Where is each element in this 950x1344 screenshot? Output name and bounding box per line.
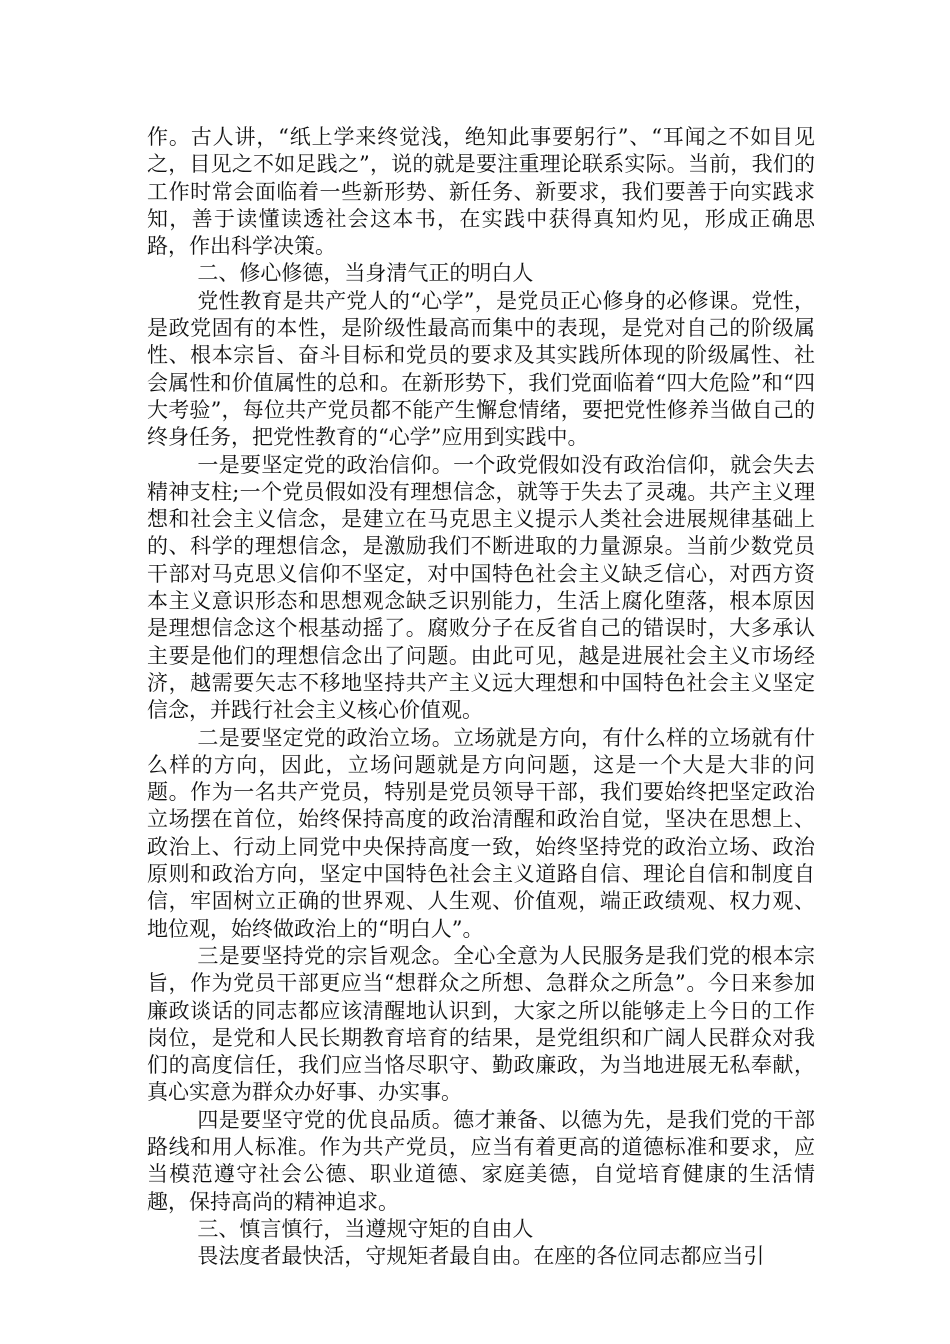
paragraph-purpose-concept: 三是要坚持党的宗旨观念。全心全意为人民服务是我们党的根本宗旨，作为党员干部更应当“想群众之所想、急群众之所急”。今日来参加廉政谈话的同志都应该清醒地认识到，大家之所以能够走上今日的工作岗位，是党和人民长期教育培育的结果，是党组织和广阔人民群众对我们的高度信任，我们应当恪尽职守、勤政廉政，为当地进展无私奉献，真心实意为群众办好事、办实事。 bbox=[147, 943, 815, 1105]
section-heading-2: 二、修心修德，当身清气正的明白人 bbox=[197, 261, 534, 286]
paragraph-fine-qualities: 四是要坚守党的优良品质。德才兼备、以德为先，是我们党的干部路线和用人标准。作为共产党员，应当有着更高的道德标准和要求，应当模范遵守社会公德、职业道德、家庭美德，自觉培育健康的生活情趣，保持高尚的精神追求。 bbox=[147, 1107, 815, 1214]
document-page bbox=[147, 124, 815, 1270]
paragraph-political-belief: 一是要坚定党的政治信仰。一个政党假如没有政治信仰，就会失去精神支柱;一个党员假如没有理想信念，就等于失去了灵魂。共产主义理想和社会主义信念，是建立在马克思主义提示人类社会进展规律基础上的、科学的理想信念，是激励我们不断进取的力量源泉。当前少数党员干部对马克思义信仰不坚定，对中国特色社会主义缺乏信心，对西方资本主义意识形态和思想观念缺乏识别能力，生活上腐化堕落，根本原因是理想信念这个根基动摇了。腐败分子在反省自己的错误时，大多承认主要是他们的理想信念出了问题。由此可见，越是进展社会主义市场经济，越需要矢志不移地坚持共产主义远大理想和中国特色社会主义坚定信念，并践行社会主义核心价值观。 bbox=[147, 452, 815, 723]
paragraph-political-stance: 二是要坚定党的政治立场。立场就是方向，有什么样的立场就有什么样的方向，因此，立场问题就是方向问题，这是一个大是大非的问题。作为一名共产党员，特别是党员领导干部，我们要始终把坚定政治立场摆在首位，始终保持高度的政治清醒和政治自觉，坚决在思想上、政治上、行动上同党中央保持高度一致，始终坚持党的政治立场、政治原则和政治方向，坚定中国特色社会主义道路自信、理论自信和制度自信，牢固树立正确的世界观、人生观、价值观，端正政绩观、权力观、地位观，始终做政治上的“明白人”。 bbox=[147, 725, 815, 941]
paragraph-party-spirit: 党性教育是共产党人的“心学”，是党员正心修身的必修课。党性，是政党固有的本性，是阶级性最高而集中的表现，是党对自己的阶级属性、根本宗旨、奋斗目标和党员的要求及其实践所体现的阶级属性、社会属性和价值属性的总和。在新形势下，我们党面临着“四大危险”和“四大考验”，每位共产党员都不能产生懈怠情绪，要把党性修养当做自己的终身任务，把党性教育的“心学”应用到实践中。 bbox=[147, 288, 815, 450]
paragraph-rules-freedom: 畏法度者最快活，守规矩者最自由。在座的各位同志都应当引 bbox=[197, 1244, 765, 1269]
section-heading-3: 三、慎言慎行，当遵规守矩的自由人 bbox=[197, 1216, 534, 1241]
paragraph-continuation: 作。古人讲，“纸上学来终觉浅，绝知此事要躬行”、“耳闻之不如目见之，目见之不如足践之”，说的就是要注重理论联系实际。当前，我们的工作时常会面临着一些新形势、新任务、新要求，我们要善于向实践求知，善于读懂读透社会这本书，在实践中获得真知灼见，形成正确思路，作出科学决策。 bbox=[147, 125, 815, 259]
